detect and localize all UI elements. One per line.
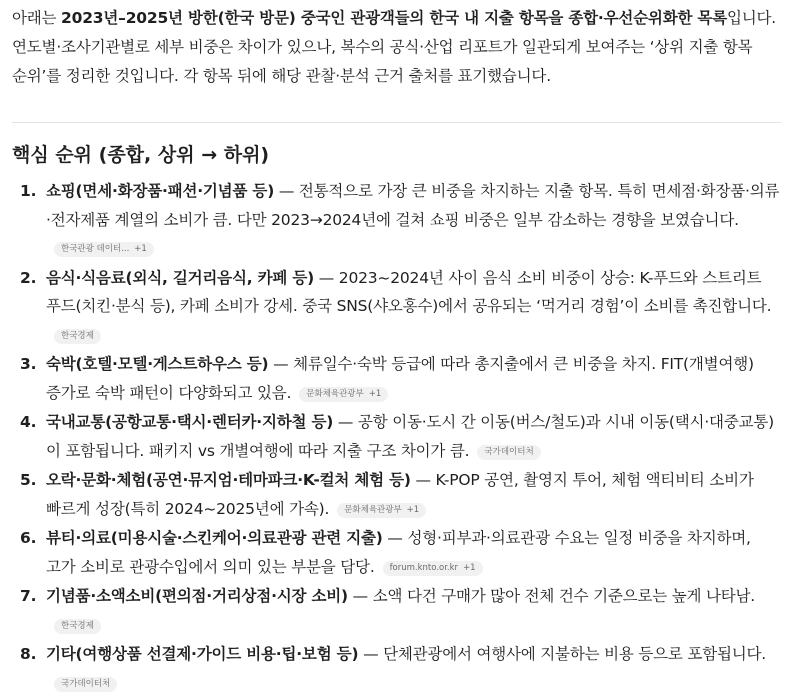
item-number: 1. <box>20 182 37 200</box>
intro-suffix: 입니다. 연도별·조사기관별로 세부 비중은 차이가 있으나, 복수의 공식·산업 리포트가 일관되게 보여주는 ‘상위 지출 항목 순위’를 정리한 것입니다. 각 항목 뒤에 해당 관찰·분석 근거 출처를 표기했습니다. <box>12 9 777 85</box>
source-extra-count: +1 <box>463 562 476 573</box>
source-citation-chip[interactable] <box>299 387 388 402</box>
item-number: 2. <box>20 268 37 287</box>
source-label: 문화체육관광부 <box>344 504 402 515</box>
intro-paragraph <box>12 4 781 91</box>
item-number: 4. <box>20 413 37 431</box>
item-number: 5. <box>20 471 37 489</box>
item-number: 6. <box>20 529 37 547</box>
item-body: — 소액 다건 구매가 많아 전체 건수 기준으로는 높게 나타남. <box>347 587 756 605</box>
source-extra-count: +1 <box>406 504 420 515</box>
source-label: 한국관광 데이터... <box>61 244 130 254</box>
intro-bold: 2023년–2025년 방한(한국 방문) 중국인 관광객들의 한국 내 지출 항목을 종합·우선순위화한 목록 <box>61 9 727 27</box>
section-title: 핵심 순위 (종합, 상위 → 하위) <box>12 144 270 166</box>
source-label: 국가데이터처 <box>61 678 111 689</box>
intro-prefix: 아래는 <box>12 9 62 27</box>
item-body: — 단체관광에서 여행사에 지불하는 비용 등으로 포함됩니다. <box>358 645 767 663</box>
item-number: 8. <box>20 645 37 663</box>
ranking-list <box>12 177 781 697</box>
source-citation-chip[interactable] <box>54 242 154 257</box>
item-title: 음식·식음료(외식, 길거리음식, 카페 등) <box>46 268 315 287</box>
source-label: 국가데이터처 <box>484 446 534 457</box>
source-label: forum.knto.or.kr <box>389 562 459 573</box>
list-item <box>12 524 781 581</box>
item-number: 3. <box>20 355 37 373</box>
list-item <box>12 408 781 465</box>
source-label: 한국경제 <box>61 330 94 341</box>
section-divider <box>12 122 781 123</box>
list-item <box>12 466 781 523</box>
source-extra-count: +1 <box>368 388 382 399</box>
list-item <box>12 640 781 697</box>
item-body: — 2023~2024년 사이 음식 소비 비중이 상승: K-푸드와 스트리트 푸드(치킨·분식 등), 카페 소비가 강세. 중국 SNS(샤오홍수)에서 공유되는 ‘먹거리 경험’이 소비를 촉진합니다. <box>46 268 772 315</box>
item-title: 국내교통(공항교통·택시·렌터카·지하철 등) <box>46 413 334 431</box>
item-body: — 체류일수·숙박 등급에 따라 총지출에서 큰 비중을 차지. FIT(개별여행) 증가로 숙박 패턴이 다양화되고 있음. <box>46 355 754 402</box>
list-item <box>12 264 781 350</box>
source-citation-chip[interactable] <box>54 677 117 692</box>
item-title: 뷰티·의료(미용시술·스킨케어·의료관광 관련 지출) <box>46 529 383 547</box>
list-item <box>12 177 781 263</box>
item-title: 오락·문화·체험(공연·뮤지엄·테마파크·K-컬처 체험 등) <box>46 471 411 489</box>
source-citation-chip[interactable] <box>477 445 540 460</box>
item-title: 숙박(호텔·모텔·게스트하우스 등) <box>46 355 269 373</box>
item-title: 쇼핑(면세·화장품·패션·기념품 등) <box>46 182 275 200</box>
item-number: 7. <box>20 587 37 605</box>
item-body: — 성형·피부과·의료관광 수요는 일정 비중을 차지하며, 고가 소비로 관광수입에서 의미 있는 부분을 담당. <box>46 529 751 576</box>
source-citation-chip[interactable] <box>54 619 101 634</box>
item-title: 기타(여행상품 선결제·가이드 비용·팁·보험 등) <box>46 645 359 663</box>
source-citation-chip[interactable] <box>337 503 426 518</box>
source-citation-chip[interactable] <box>54 329 101 344</box>
source-label: 문화체육관광부 <box>306 388 364 399</box>
list-item <box>12 350 781 407</box>
list-item <box>12 582 781 639</box>
item-body: — K-POP 공연, 촬영지 투어, 체험 액티비티 소비가 빠르게 성장(특히 2024~2025년에 가속). <box>46 471 754 518</box>
item-body: — 공항 이동·도시 간 이동(버스/철도)과 시내 이동(택시·대중교통)이 포함됩니다. 패키지 vs 개별여행에 따라 지출 구조 차이가 큼. <box>46 413 774 460</box>
source-citation-chip[interactable] <box>383 561 483 576</box>
source-label: 한국경제 <box>61 620 94 631</box>
item-body: — 전통적으로 가장 큰 비중을 차지하는 지출 항목. 특히 면세점·화장품·의류·전자제품 계열의 소비가 큼. 다만 2023→2024년에 걸쳐 쇼핑 비중은 일부 감소하는 경향을 보였습니다. <box>46 182 780 229</box>
item-title: 기념품·소액소비(편의점·거리상점·시장 소비) <box>46 587 348 605</box>
source-extra-count: +1 <box>134 244 147 254</box>
